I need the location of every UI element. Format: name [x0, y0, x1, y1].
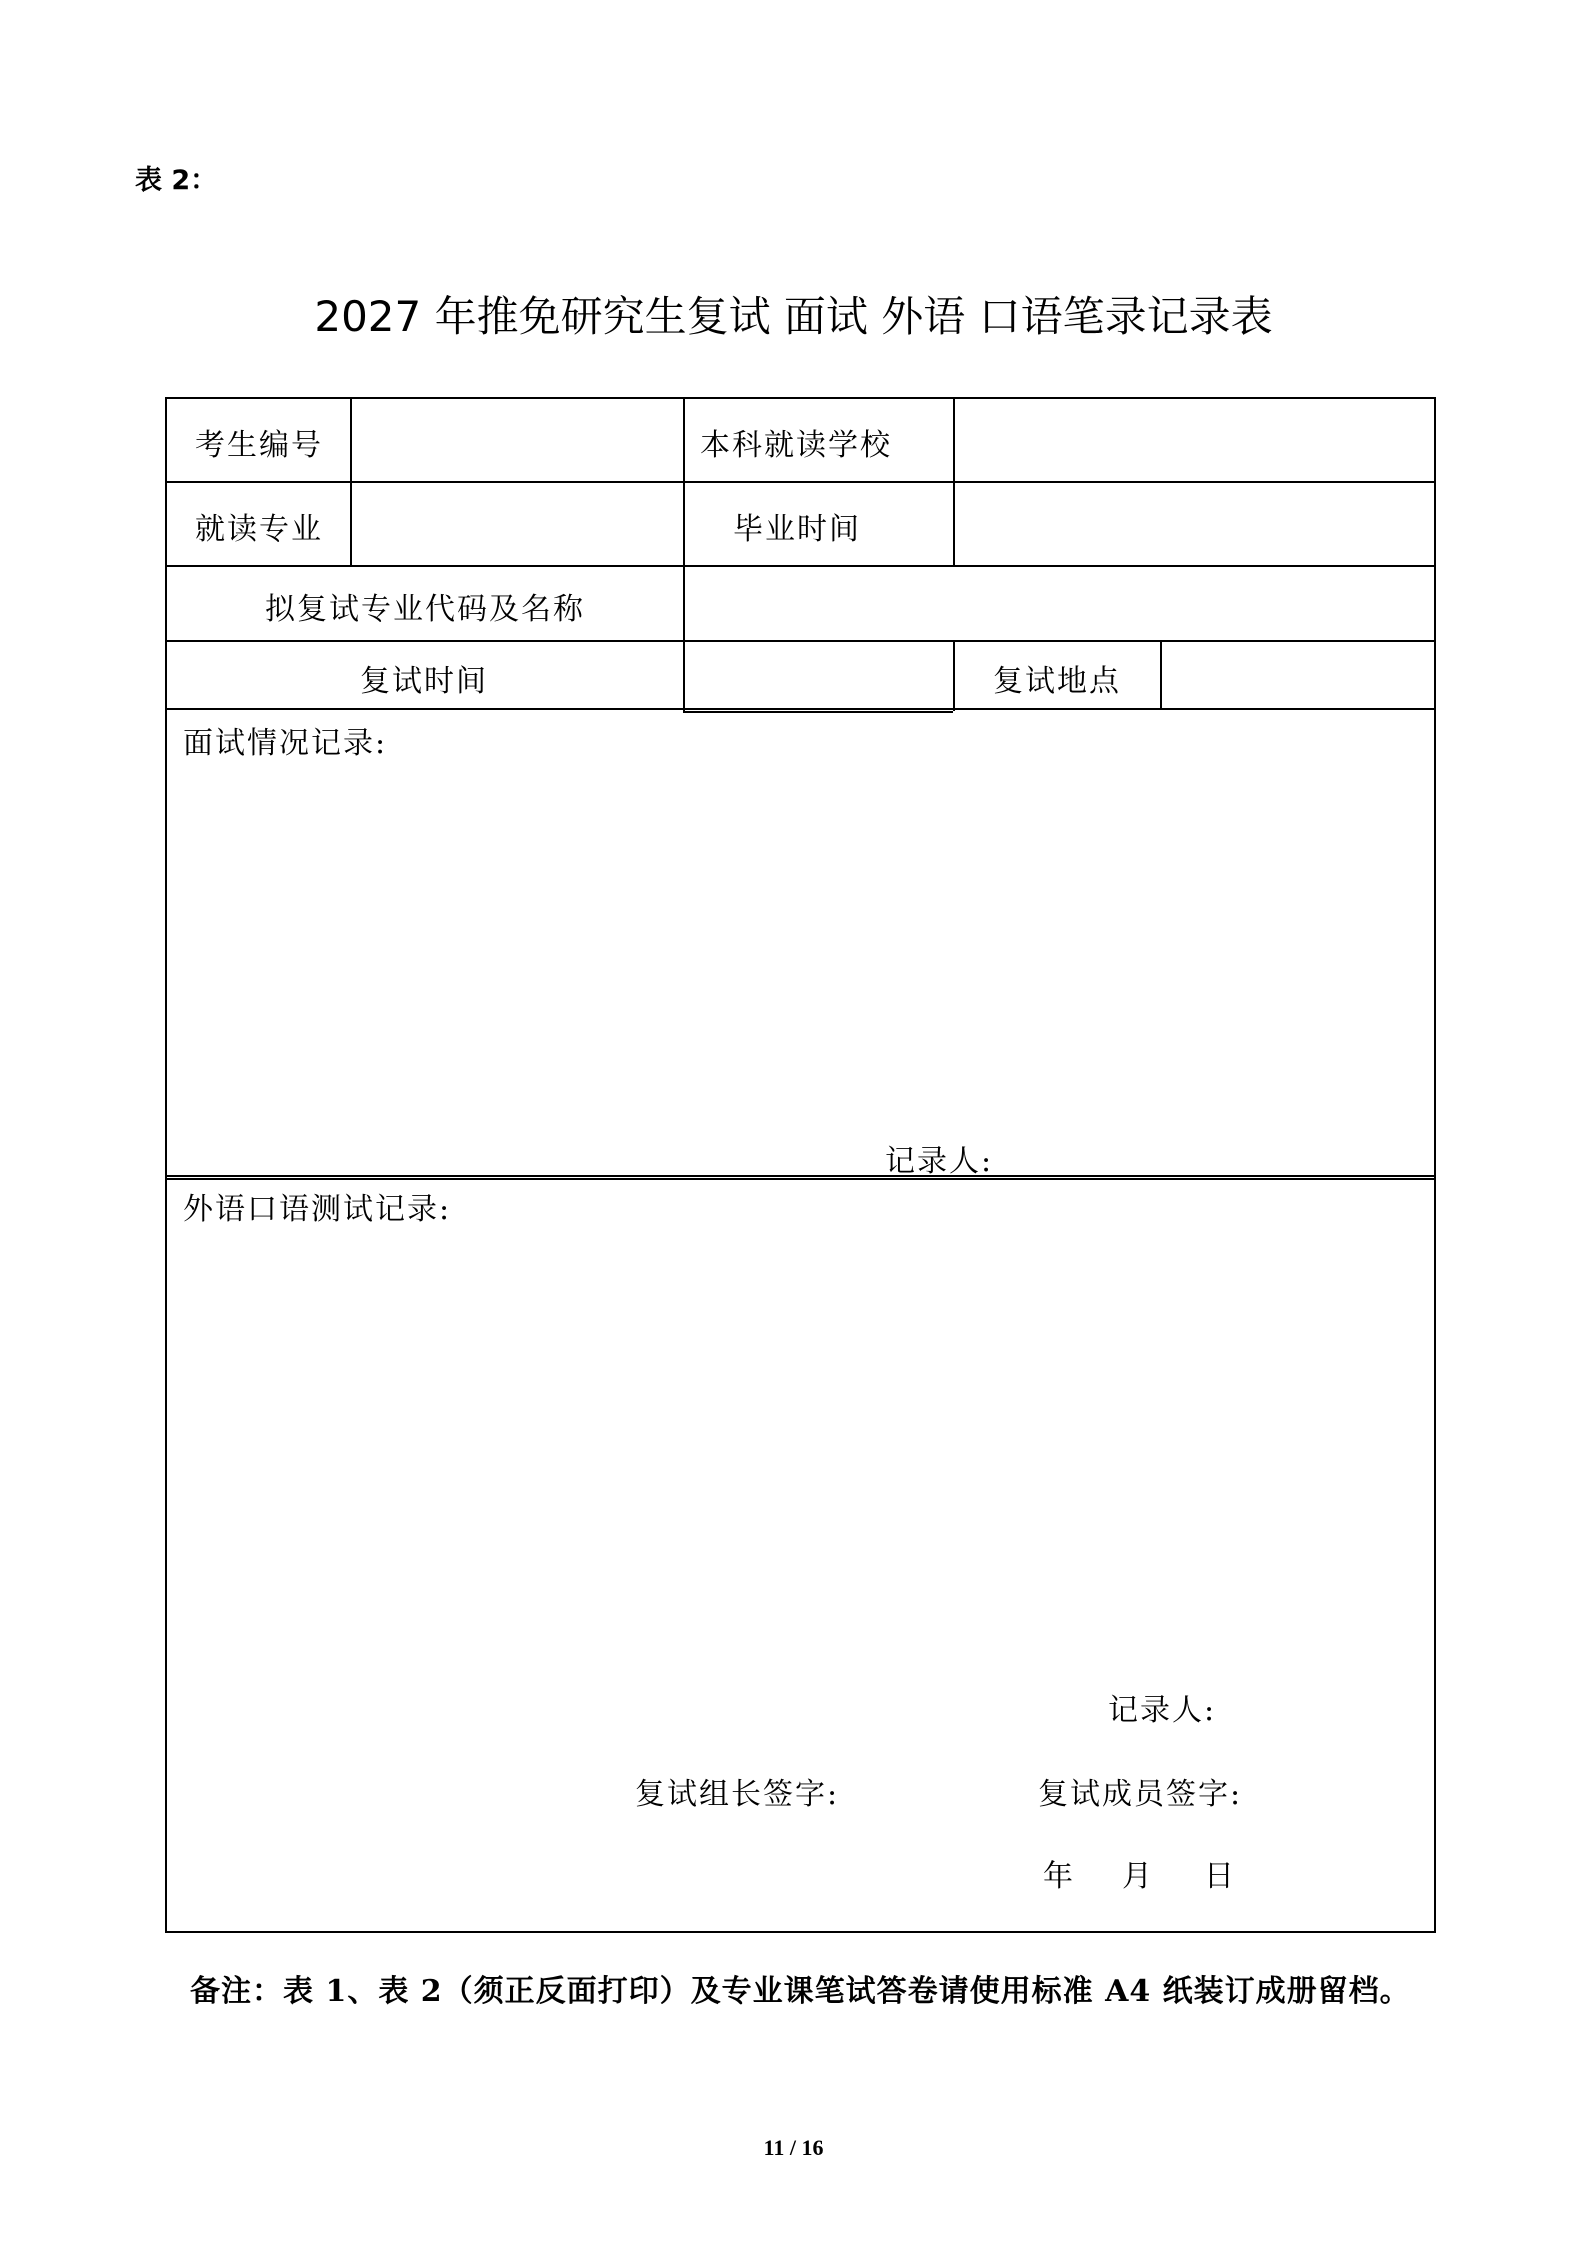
target-major-field[interactable]	[685, 567, 1432, 640]
graduation-time-field[interactable]	[955, 483, 1432, 565]
year-label: 年	[1043, 1859, 1075, 1894]
target-major-label: 拟复试专业代码及名称	[265, 592, 585, 627]
candidate-number-field[interactable]	[352, 399, 681, 481]
interview-record-label: 面试情况记录:	[183, 726, 388, 761]
column-divider	[953, 640, 955, 711]
interview-time-field[interactable]	[685, 642, 951, 708]
row-divider	[683, 711, 953, 713]
graduation-time-label: 毕业时间	[733, 512, 861, 547]
page-number: 11 / 16	[763, 2135, 824, 2160]
section-divider	[165, 1178, 1435, 1180]
page-title: 2027 年推免研究生复试 面试 外语 口语笔录记录表	[314, 292, 1273, 341]
table-label: 表 2：	[135, 165, 218, 196]
footnote: 备注：表 1、表 2（须正反面打印）及专业课笔试答卷请使用标准 A4 纸装订成册留档。	[190, 1974, 1411, 2009]
table-border-right	[1434, 397, 1436, 1933]
major-label: 就读专业	[195, 512, 323, 547]
interview-place-field[interactable]	[1162, 642, 1432, 708]
month-label: 月	[1122, 1859, 1154, 1894]
oral-recorder-label: 记录人:	[1108, 1693, 1217, 1728]
section-divider	[165, 1175, 1435, 1177]
table-border-bottom	[165, 1931, 1435, 1933]
leader-signature-label: 复试组长签字:	[635, 1777, 840, 1812]
undergrad-school-field[interactable]	[955, 399, 1432, 481]
undergrad-school-label: 本科就读学校	[700, 428, 892, 463]
interview-recorder-label: 记录人:	[885, 1144, 994, 1179]
major-field[interactable]	[352, 483, 681, 565]
oral-test-record-label: 外语口语测试记录:	[183, 1192, 452, 1227]
oral-test-record-area[interactable]	[167, 1226, 1432, 1676]
interview-place-label: 复试地点	[993, 664, 1121, 699]
day-label: 日	[1204, 1859, 1236, 1894]
row-divider	[165, 708, 1435, 710]
interview-time-label: 复试时间	[360, 664, 488, 699]
table-border-left	[165, 397, 167, 1933]
member-signature-label: 复试成员签字:	[1038, 1777, 1243, 1812]
interview-record-area[interactable]	[167, 760, 1432, 1130]
candidate-number-label: 考生编号	[195, 428, 323, 463]
